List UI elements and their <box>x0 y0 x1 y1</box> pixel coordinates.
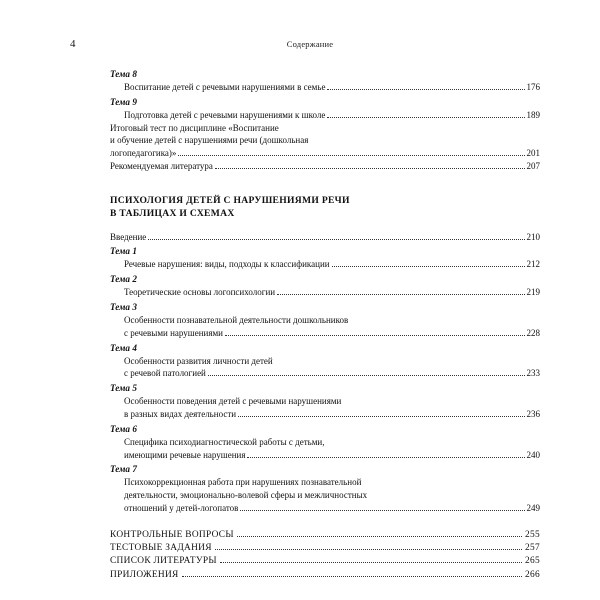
toc-page-number: 176 <box>526 82 540 93</box>
toc-group-top <box>110 68 540 173</box>
toc-page-number: 240 <box>526 449 540 460</box>
toc-leader-dots <box>238 416 524 417</box>
toc-page-number: 228 <box>526 327 540 338</box>
toc-tail-entry[interactable] <box>110 555 540 568</box>
toc-entry-title: Речевые нарушения: виды, подходы к классификации <box>124 259 330 270</box>
toc-entry-row <box>110 231 540 244</box>
toc-entry-line: деятельности, эмоционально-волевой сферы и межличностных <box>124 490 368 501</box>
toc-leader-dots <box>215 549 522 550</box>
toc-entry[interactable] <box>124 258 540 271</box>
toc-page-number: 236 <box>526 409 540 420</box>
running-title: Содержание <box>286 39 334 49</box>
toc-entry-row <box>124 327 540 340</box>
toc-leader-dots <box>148 239 524 240</box>
toc-group-bottom <box>110 231 540 515</box>
toc-theme-label: Тема 7 <box>110 464 137 475</box>
toc-entry-line: Особенности познавательной деятельности дошкольников <box>124 315 349 326</box>
toc-entry-row <box>124 502 540 515</box>
toc-page-number: 219 <box>526 287 540 298</box>
toc-tail-entry[interactable] <box>110 529 540 542</box>
toc-entry[interactable] <box>124 436 540 462</box>
toc-theme-label: Тема 9 <box>110 96 137 107</box>
toc-entry-row <box>124 408 540 421</box>
toc-entry-row <box>124 258 540 271</box>
table-of-contents <box>110 68 540 582</box>
toc-entry-title: Теоретические основы логопсихологии <box>124 287 276 298</box>
toc-leader-dots <box>208 375 525 376</box>
toc-leader-dots <box>277 294 524 295</box>
toc-page-number: 207 <box>526 160 540 171</box>
toc-entry-title: в разных видах деятельности <box>124 409 237 420</box>
toc-page-number: 266 <box>525 569 540 580</box>
toc-leader-dots <box>225 335 525 336</box>
section-heading-line: ПСИХОЛОГИЯ ДЕТЕЙ С НАРУШЕНИЯМИ РЕЧИ <box>110 194 350 206</box>
toc-leader-dots <box>332 266 525 267</box>
toc-page-number: 257 <box>525 543 540 554</box>
toc-entry[interactable] <box>124 395 540 421</box>
toc-entry-row <box>124 81 540 94</box>
toc-page-number: 249 <box>526 502 540 513</box>
toc-entry[interactable] <box>124 81 540 94</box>
toc-tail-entry[interactable] <box>110 569 540 582</box>
toc-entry-title: Подготовка детей с речевыми нарушениями к школе <box>124 109 326 120</box>
toc-page-number: 233 <box>526 368 540 379</box>
toc-theme-label: Тема 6 <box>110 423 137 434</box>
toc-page-number: 201 <box>526 148 540 159</box>
toc-entry[interactable] <box>110 160 540 173</box>
toc-tail-entry[interactable] <box>110 542 540 555</box>
toc-entry-title: Введение <box>110 231 147 242</box>
toc-entry-line: Психокоррекционная работа при нарушениях познавательной <box>124 477 362 488</box>
toc-tail-label: СПИСОК ЛИТЕРАТУРЫ <box>110 556 217 567</box>
toc-entry-row <box>110 160 540 173</box>
page-number: 4 <box>70 38 76 50</box>
toc-entry-title: с речевой патологией <box>124 368 206 379</box>
toc-theme-label: Тема 4 <box>110 342 137 353</box>
toc-entry-line: и обучение детей с нарушениями речи (дошкольная <box>110 135 309 146</box>
section-heading-line: В ТАБЛИЦАХ И СХЕМАХ <box>110 207 235 219</box>
toc-entry-row <box>124 286 540 299</box>
toc-entry-row <box>124 449 540 462</box>
page-header <box>70 38 540 50</box>
toc-entry[interactable] <box>110 122 540 160</box>
toc-tail-label: ПРИЛОЖЕНИЯ <box>110 569 179 580</box>
toc-page-number: 210 <box>526 231 540 242</box>
toc-tail-list <box>110 529 540 582</box>
toc-entry[interactable] <box>124 109 540 122</box>
section-heading <box>110 195 540 221</box>
toc-tail-label: КОНТРОЛЬНЫЕ ВОПРОСЫ <box>110 529 234 540</box>
toc-leader-dots <box>327 89 524 90</box>
toc-page-number: 189 <box>526 109 540 120</box>
toc-leader-dots <box>327 117 524 118</box>
toc-entry-row <box>124 109 540 122</box>
toc-entry-title: отношений у детей-логопатов <box>124 502 239 513</box>
toc-page-number: 255 <box>525 529 540 540</box>
toc-leader-dots <box>182 576 522 577</box>
toc-entry-title: имеющими речевые нарушения <box>124 449 246 460</box>
toc-entry-row <box>110 147 540 160</box>
toc-tail-label: ТЕСТОВЫЕ ЗАДАНИЯ <box>110 543 212 554</box>
toc-theme-label: Тема 8 <box>110 69 137 79</box>
toc-entry[interactable] <box>124 355 540 381</box>
toc-theme-label: Тема 3 <box>110 302 137 313</box>
toc-page-number: 212 <box>526 259 540 270</box>
toc-theme-label: Тема 2 <box>110 274 137 285</box>
toc-entry-title: Воспитание детей с речевыми нарушениями в семье <box>124 82 326 93</box>
toc-entry[interactable] <box>110 231 540 244</box>
toc-entry-title: Рекомендуемая литература <box>110 160 213 171</box>
toc-entry[interactable] <box>124 286 540 299</box>
toc-page-number: 265 <box>525 556 540 567</box>
toc-leader-dots <box>220 562 522 563</box>
toc-theme-label: Тема 5 <box>110 383 137 394</box>
toc-entry[interactable] <box>124 476 540 514</box>
toc-leader-dots <box>215 168 525 169</box>
toc-entry-line: Особенности развития личности детей <box>124 355 273 366</box>
toc-entry-title: с речевыми нарушениями <box>124 327 223 338</box>
toc-entry-row <box>124 367 540 380</box>
toc-leader-dots <box>247 457 524 458</box>
toc-leader-dots <box>178 155 524 156</box>
toc-leader-dots <box>237 536 522 537</box>
toc-entry-line: Особенности поведения детей с речевыми нарушениями <box>124 396 342 407</box>
toc-leader-dots <box>240 510 524 511</box>
toc-entry-title: логопедагогика)» <box>110 148 177 159</box>
toc-entry[interactable] <box>124 314 540 340</box>
toc-entry-line: Специфика психодиагностической работы с детьми, <box>124 436 325 447</box>
toc-entry-line: Итоговый тест по дисциплине «Воспитание <box>110 122 279 133</box>
toc-theme-label: Тема 1 <box>110 246 137 257</box>
